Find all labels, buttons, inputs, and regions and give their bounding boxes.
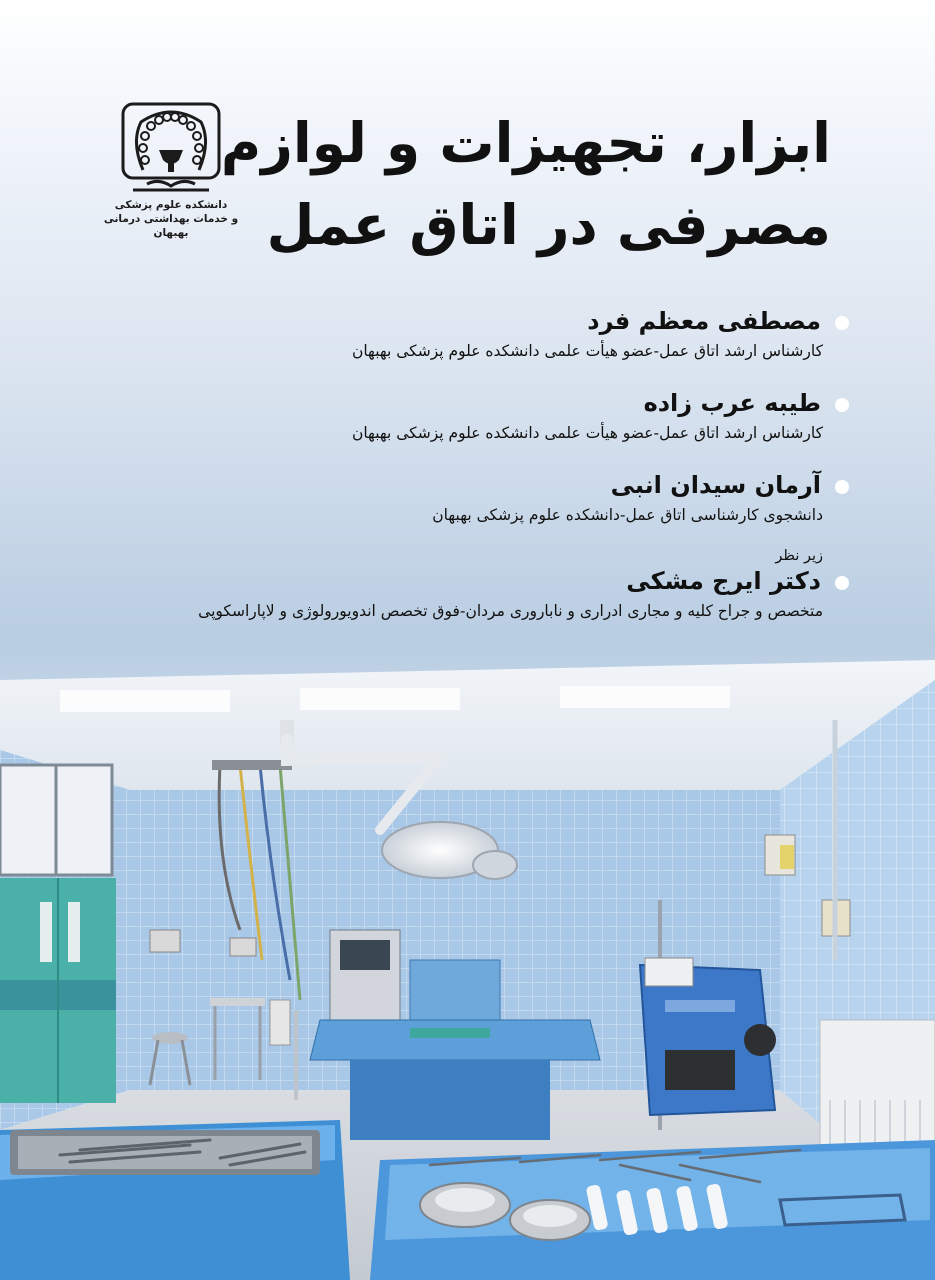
bullet-icon	[835, 398, 849, 412]
supervisor-description: متخصص و جراح کلیه و مجاری ادراری و ناباروری مردان-فوق تخصص اندویورولوژی و لاپاراسکوپی	[198, 602, 823, 620]
author-description: کارشناس ارشد اتاق عمل-عضو هیأت علمی دانشکده علوم پزشکی بهبهان	[351, 342, 823, 360]
logo-caption-line1: دانشکده علوم پزشکی	[114, 199, 228, 211]
author-1	[89, 305, 849, 365]
author-name: طیبه عرب زاده	[643, 389, 821, 417]
supervisor-label: زیر نظر	[775, 548, 823, 564]
author-description: کارشناس ارشد اتاق عمل-عضو هیأت علمی دانشکده علوم پزشکی بهبهان	[351, 424, 823, 442]
operating-room-photo	[0, 660, 935, 1280]
author-3	[89, 469, 849, 529]
book-title	[211, 102, 831, 266]
authors-list	[89, 305, 849, 625]
author-name: آرمان سیدان انبی	[610, 471, 821, 499]
supervisor-name: دکتر ایرج مشکی	[626, 567, 821, 595]
supervisor	[89, 547, 849, 625]
university-emblem-icon	[119, 100, 223, 196]
bullet-icon	[835, 480, 849, 494]
title-line1: ابزار، تجهیزات و لوازم	[220, 111, 831, 175]
title-line2: مصرفی در اتاق عمل	[266, 193, 831, 257]
author-2	[89, 387, 849, 447]
bullet-icon	[835, 316, 849, 330]
author-description: دانشجوی کارشناسی اتاق عمل-دانشکده علوم پزشکی بهبهان	[432, 506, 823, 524]
bullet-icon	[835, 576, 849, 590]
logo-caption-line2: و خدمات بهداشتی درمانی بهبهان	[103, 213, 239, 239]
author-name: مصطفی معظم فرد	[587, 307, 821, 335]
